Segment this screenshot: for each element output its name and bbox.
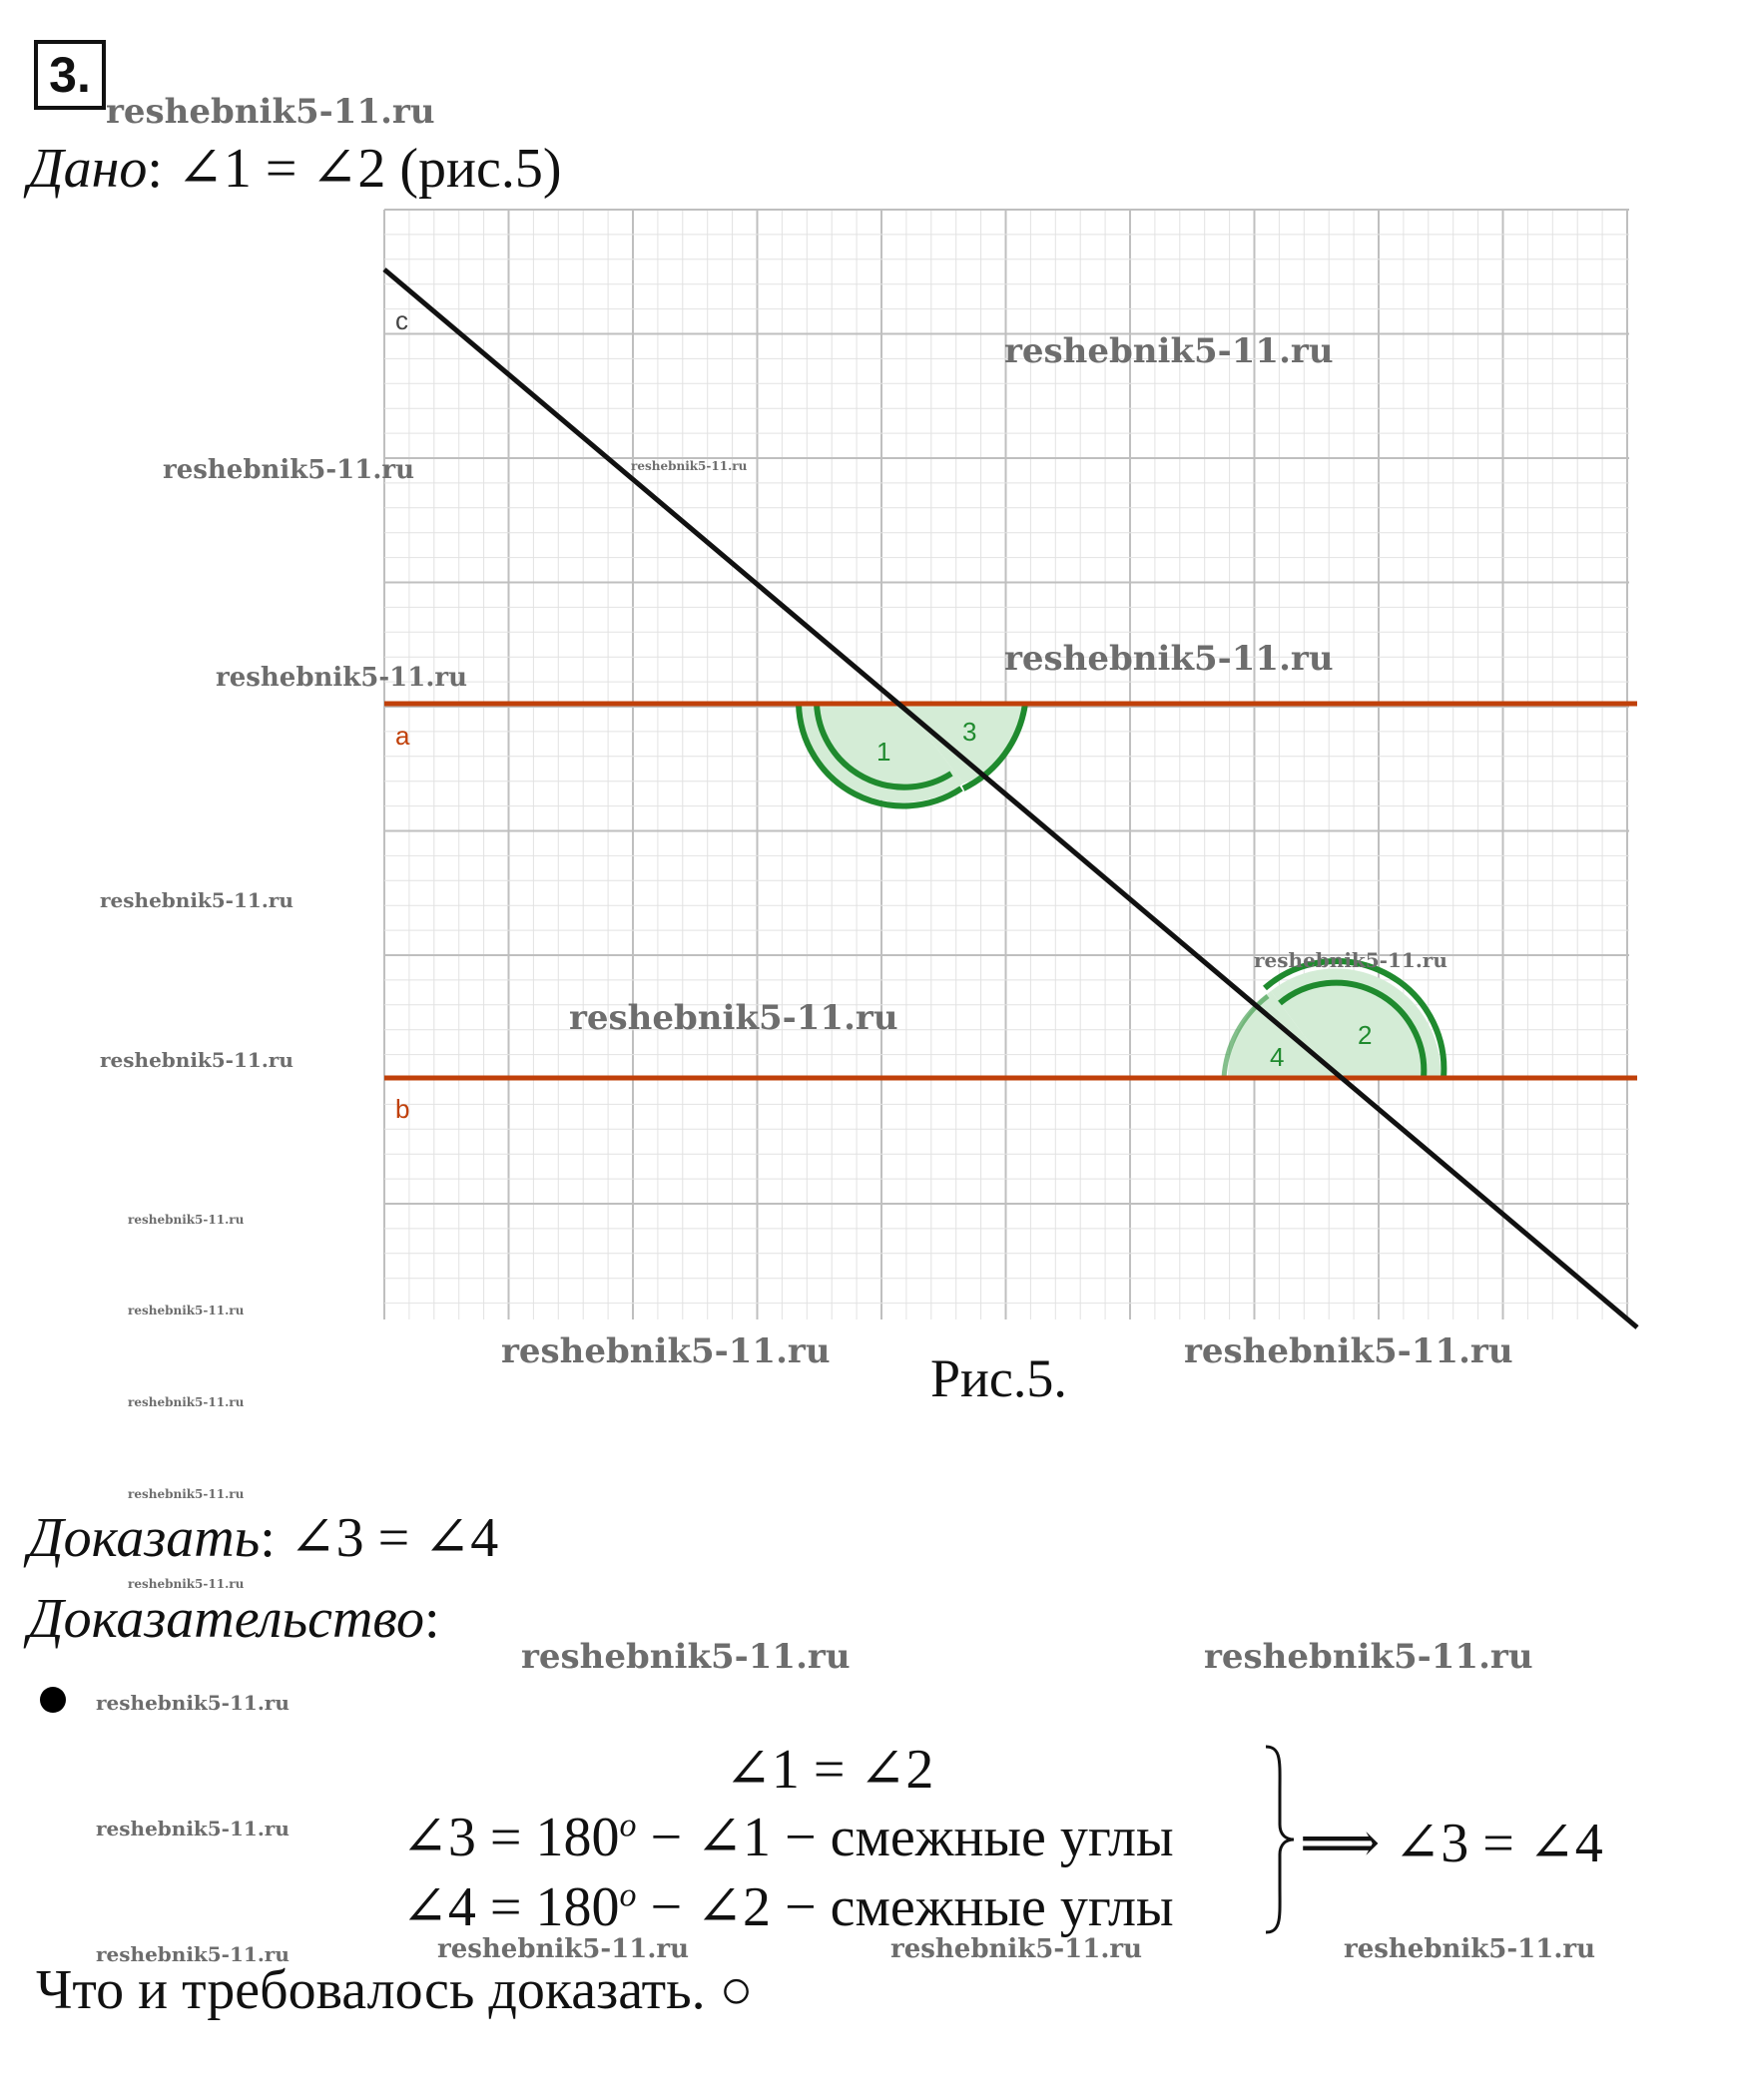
angle-label-2: 2 bbox=[1358, 1020, 1373, 1050]
angle-label-3: 3 bbox=[962, 717, 977, 747]
watermark: reshebnik5-11.ru bbox=[100, 1048, 293, 1072]
watermark: reshebnik5-11.ru bbox=[1004, 639, 1334, 679]
watermark: reshebnik5-11.ru bbox=[128, 1577, 245, 1591]
conclusion: ⟹ ∠3 = ∠4 bbox=[1300, 1813, 1603, 1874]
equation-2-rest: − ∠1 − смежные углы bbox=[636, 1807, 1174, 1868]
watermark: reshebnik5-11.ru bbox=[106, 92, 435, 132]
watermark: reshebnik5-11.ru bbox=[569, 998, 898, 1038]
watermark: reshebnik5-11.ru bbox=[1004, 331, 1334, 371]
figure-caption: Рис.5. bbox=[930, 1348, 1067, 1408]
watermark: reshebnik5-11.ru bbox=[100, 888, 293, 912]
qed-line: Что и требовалось доказать. ○ bbox=[36, 1959, 754, 2021]
proof-line bbox=[28, 1587, 440, 1651]
problem-number: 3. bbox=[34, 40, 106, 110]
degree-sup: o bbox=[619, 1876, 637, 1914]
watermark: reshebnik5-11.ru bbox=[128, 1395, 245, 1409]
angle-label-4: 4 bbox=[1270, 1042, 1285, 1072]
watermark: reshebnik5-11.ru bbox=[501, 1331, 831, 1371]
watermark: reshebnik5-11.ru bbox=[631, 459, 748, 473]
watermark: reshebnik5-11.ru bbox=[216, 663, 468, 693]
equation-1: ∠1 = ∠2 bbox=[725, 1739, 934, 1801]
given-label: Дано bbox=[28, 138, 148, 200]
proof-colon: : bbox=[423, 1588, 440, 1650]
grid bbox=[384, 210, 1629, 1319]
label-line-c: c bbox=[395, 305, 408, 335]
degree-sup: o bbox=[619, 1807, 637, 1844]
prove-label: Доказать bbox=[28, 1507, 261, 1569]
label-line-a: a bbox=[395, 721, 410, 751]
watermark: reshebnik5-11.ru bbox=[96, 1691, 290, 1715]
watermark: reshebnik5-11.ru bbox=[437, 1934, 690, 1964]
prove-line bbox=[28, 1505, 498, 1570]
watermark: reshebnik5-11.ru bbox=[1184, 1331, 1513, 1371]
watermark: reshebnik5-11.ru bbox=[96, 1942, 290, 1966]
watermark: reshebnik5-11.ru bbox=[163, 455, 415, 485]
curly-brace bbox=[1260, 1743, 1300, 1936]
label-line-b: b bbox=[395, 1094, 410, 1124]
proof-label: Доказательство bbox=[28, 1588, 424, 1650]
watermark: reshebnik5-11.ru bbox=[1344, 1934, 1596, 1964]
watermark: reshebnik5-11.ru bbox=[96, 1817, 290, 1840]
given-text: : ∠1 = ∠2 (рис.5) bbox=[147, 138, 562, 200]
line-c bbox=[384, 269, 1637, 1327]
watermark: reshebnik5-11.ru bbox=[1254, 948, 1448, 972]
watermark: reshebnik5-11.ru bbox=[128, 1487, 245, 1501]
equation-2 bbox=[401, 1805, 1174, 1869]
watermark: reshebnik5-11.ru bbox=[521, 1637, 851, 1677]
watermark: reshebnik5-11.ru bbox=[1204, 1637, 1533, 1677]
watermark: reshebnik5-11.ru bbox=[128, 1304, 245, 1317]
prove-text: : ∠3 = ∠4 bbox=[260, 1507, 499, 1569]
equation-3-rest: − ∠2 − смежные углы bbox=[636, 1876, 1174, 1938]
equation-3 bbox=[401, 1874, 1174, 1939]
equation-2-main: ∠3 = 180 bbox=[401, 1807, 620, 1868]
watermark: reshebnik5-11.ru bbox=[890, 1934, 1143, 1964]
angle-label-1: 1 bbox=[876, 737, 891, 767]
equation-3-main: ∠4 = 180 bbox=[401, 1876, 620, 1938]
watermark: reshebnik5-11.ru bbox=[128, 1213, 245, 1227]
bullet-point bbox=[40, 1687, 66, 1713]
